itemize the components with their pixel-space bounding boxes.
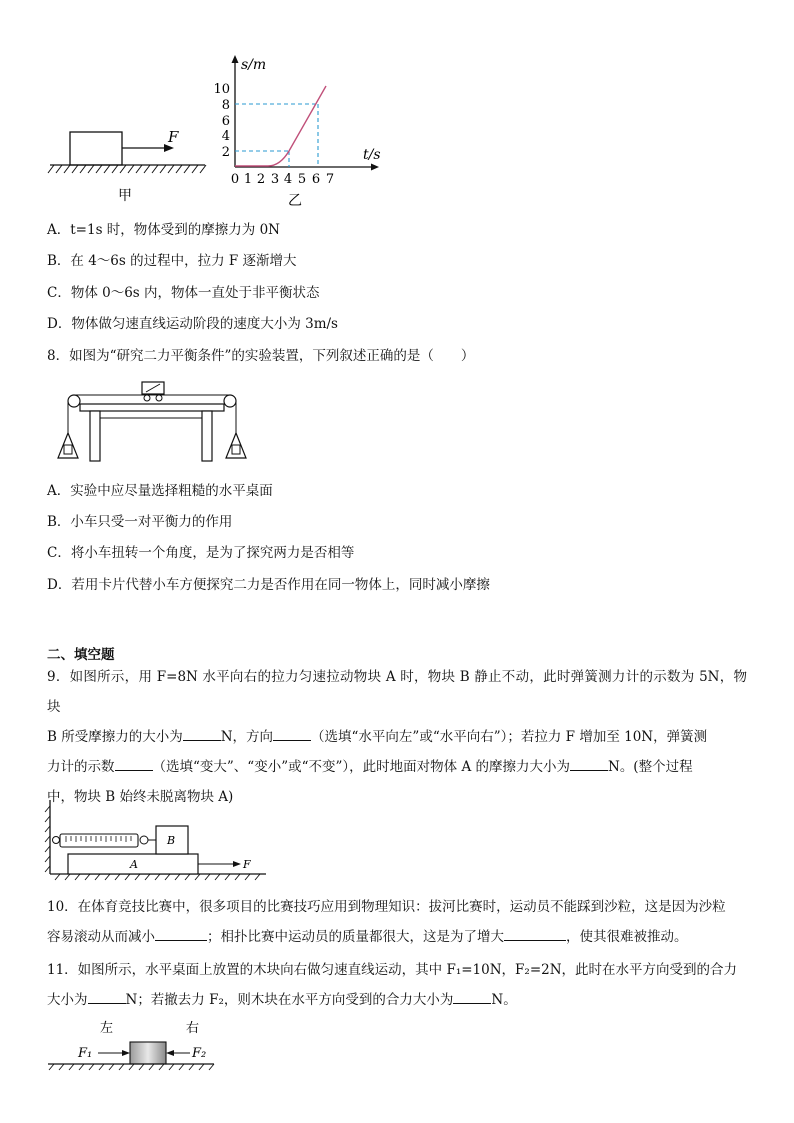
pulley-left (68, 395, 80, 407)
q9-text-part: （选填“水平向左”或“水平向右”）；若拉力 F 增加至 10N，弹簧测 (311, 729, 708, 745)
q9-text-part: N，方向 (220, 729, 274, 745)
q9-line-3 (47, 752, 747, 782)
floor-hatch (55, 874, 260, 880)
table-leg-left (90, 411, 100, 461)
q8-stem: 8．如图为“研究二力平衡条件”的实验装置，下列叙述正确的是（ ） (47, 348, 475, 364)
y-axis-arrow (232, 55, 239, 63)
block (70, 132, 122, 165)
y-tick-label: 6 (221, 114, 230, 129)
pulley-right (224, 395, 236, 407)
y-tick-label: 10 (213, 82, 230, 97)
answer-blank[interactable] (504, 926, 566, 941)
force-label-f1: F₁ (78, 1046, 93, 1061)
scale-hook (140, 836, 148, 844)
q11-text-part: 大小为 (47, 992, 88, 1008)
q11-text (47, 955, 747, 1015)
force-arrow-f2-head (166, 1050, 174, 1056)
answer-blank[interactable] (88, 989, 126, 1004)
q9-text-part: B 所受摩擦力的大小为 (47, 729, 183, 745)
force-arrow-f1-head (122, 1050, 130, 1056)
answer-blank[interactable] (273, 726, 311, 741)
y-axis-label: s/m (241, 57, 267, 73)
block-a-label: A (130, 858, 138, 871)
q8-option-a: A．实验中应尽量选择粗糙的水平桌面 (47, 483, 273, 499)
x-tick-label: 5 (297, 172, 307, 187)
label-right: 右 (186, 1021, 200, 1036)
weight-right-mass (232, 445, 240, 454)
q8-option-c: C．将小车扭转一个角度，是为了探究两力是否相等 (47, 545, 355, 561)
figure-q9 (44, 796, 274, 882)
x-tick-label: 7 (325, 172, 335, 187)
scale-hook-ring (53, 837, 60, 844)
x-axis-arrow (371, 164, 379, 171)
x-tick-label: 1 (243, 172, 253, 187)
q10-text-part: ，使其很难被推动。 (566, 929, 688, 945)
x-tick-label: 2 (256, 172, 266, 187)
answer-blank[interactable] (183, 726, 221, 741)
q10-text-part: ；相扑比赛中运动员的质量都很大，这是为了增大 (207, 929, 504, 945)
wooden-block (130, 1042, 166, 1064)
q9-line-4: 中，物块 B 始终未脱离物块 A) (47, 789, 234, 805)
q7-option-c: C．物体 0～6s 内，物体一直处于非平衡状态 (47, 285, 320, 301)
figure-jia (40, 118, 210, 208)
q8-option-d: D．若用卡片代替小车方便探究二力是否作用在同一物体上，同时减小摩擦 (47, 577, 490, 593)
answer-blank[interactable] (115, 756, 153, 771)
answer-blank[interactable] (570, 756, 608, 771)
x-axis-label: t/s (363, 147, 381, 163)
y-tick-label: 4 (221, 129, 230, 144)
force-label: F (243, 858, 251, 871)
answer-blank[interactable] (453, 989, 491, 1004)
force-label-f2: F₂ (192, 1046, 207, 1061)
s-t-curve (235, 86, 326, 166)
figure-q8-apparatus (50, 378, 250, 466)
q7-option-a: A．t=1s 时，物体受到的摩擦力为 0N (47, 222, 280, 238)
table-hatch (49, 1064, 214, 1070)
figure-yi-graph (208, 52, 398, 212)
table-top (80, 404, 224, 411)
q9-text-part: 力计的示数 (47, 759, 115, 775)
q10-text (47, 892, 747, 952)
q7-option-b: B．在 4～6s 的过程中，拉力 F 逐渐增大 (47, 253, 297, 269)
q11-line-1: 11．如图所示，水平桌面上放置的木块向右做匀速直线运动，其中 F₁=10N，F₂=2N，此时在水平方向受到的合力 (47, 962, 738, 978)
section-heading: 二、填空题 (47, 647, 115, 663)
table-leg-right (202, 411, 212, 461)
weight-left-mass (64, 445, 72, 454)
label-left: 左 (100, 1021, 114, 1036)
x-tick-label: 4 (283, 172, 293, 187)
force-arrow-head (233, 861, 241, 867)
figure-caption-yi: 乙 (288, 193, 302, 209)
cart-wheel (144, 395, 150, 401)
y-tick-label: 2 (221, 145, 230, 160)
q10-text-part: 容易滚动从而减小 (47, 929, 155, 945)
wall-hatch (45, 806, 50, 872)
q7-option-d: D．物体做匀速直线运动阶段的速度大小为 3m/s (47, 316, 338, 332)
q11-text-part: N；若撤去力 F₂，则木块在水平方向受到的合力大小为 (125, 992, 454, 1008)
force-label: F (168, 128, 179, 146)
q9-line-2 (47, 722, 747, 752)
q11-text-part: N。 (491, 992, 517, 1008)
q8-option-b: B．小车只受一对平衡力的作用 (47, 514, 233, 530)
q10-line-2 (47, 922, 747, 952)
answer-blank[interactable] (155, 926, 207, 941)
q10-line-1: 10．在体育竞技比赛中，很多项目的比赛技巧应用到物理知识：拔河比赛时，运动员不能踩到沙粒，这是因为沙粒 (47, 899, 726, 915)
q9-text-part: （选填“变大”、“变小”或“不变”），此时地面对物体 A 的摩擦力大小为 (152, 759, 570, 775)
x-tick-label: 3 (270, 172, 280, 187)
q11-line-2 (47, 985, 747, 1015)
block-b-label: B (167, 834, 176, 847)
figure-q11 (44, 1018, 224, 1076)
q9-line-1: 9．如图所示，用 F=8N 水平向右的拉力匀速拉动物块 A 时，物块 B 静止不动，此时弹簧测力计的示数为 5N，物块 (47, 669, 747, 715)
cart-wheel (156, 395, 162, 401)
x-tick-label: 6 (311, 172, 321, 187)
q9-text-part: N。(整个过程 (608, 759, 693, 775)
x-tick-label: 0 (230, 172, 240, 187)
q9-text (47, 662, 747, 812)
figure-caption-jia: 甲 (118, 188, 132, 204)
ground-hatch (48, 165, 206, 173)
y-tick-label: 8 (221, 98, 230, 113)
